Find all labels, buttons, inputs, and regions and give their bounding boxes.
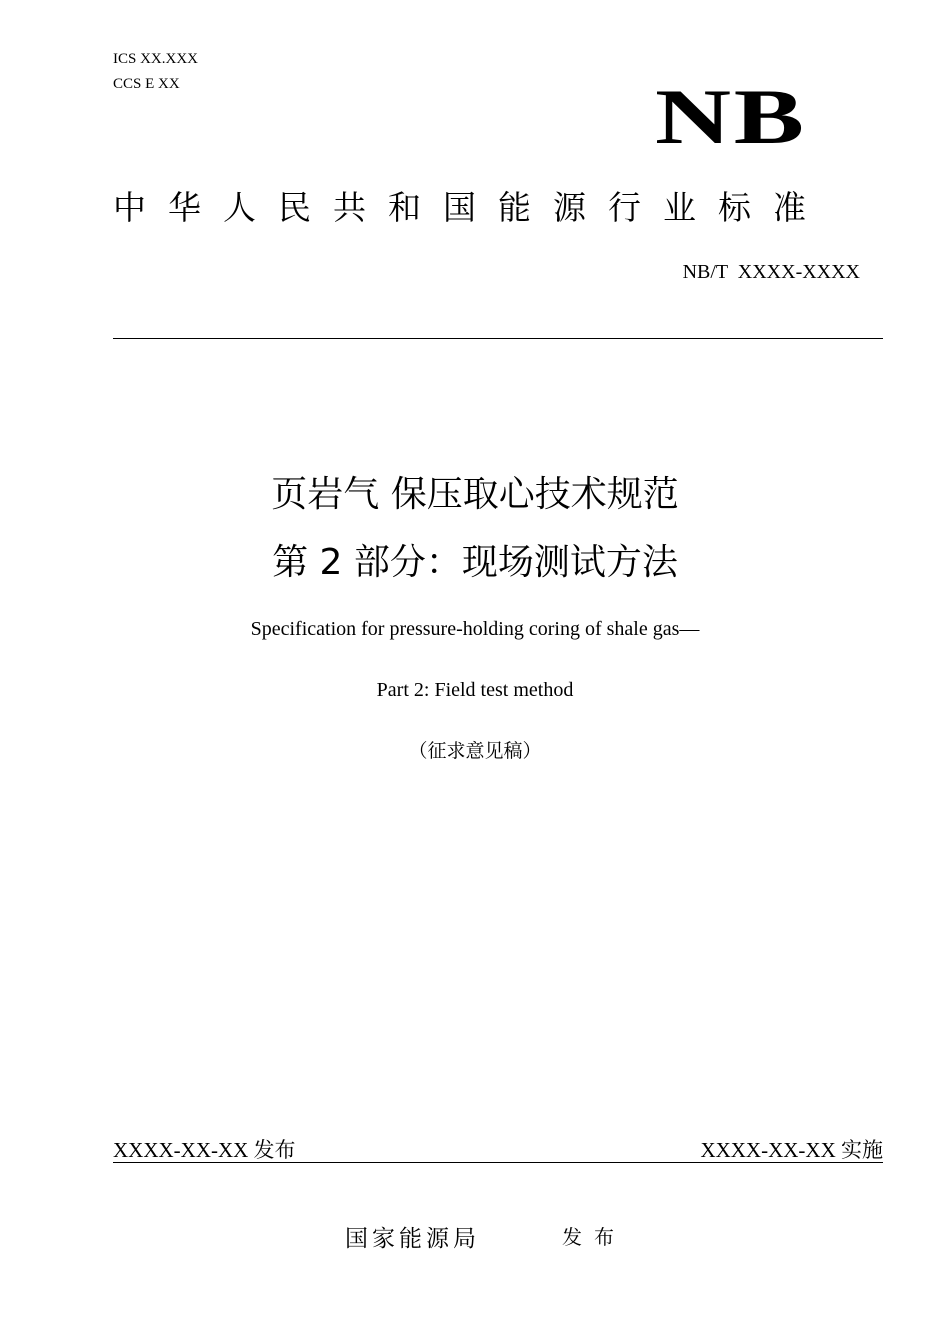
nb-logo: NB: [655, 73, 807, 160]
ics-code: ICS XX.XXX: [113, 51, 199, 67]
standard-type-title: 中华人民共和国能源行业标准: [113, 188, 828, 227]
chinese-title-line2: 第 2 部分：现场测试方法: [272, 542, 678, 583]
header-divider: [113, 338, 883, 339]
english-title-line2: Part 2: Field test method: [376, 679, 574, 701]
standard-code: NB/T XXXX-XXXX: [682, 261, 860, 283]
draft-status: （征求意见稿）: [408, 740, 542, 762]
english-title-line1: Specification for pressure-holding coring of shale gas—: [250, 618, 700, 640]
date-row: [113, 1136, 883, 1164]
effective-date: XXXX-XX-XX 实施: [700, 1138, 883, 1162]
footer-divider: [113, 1162, 883, 1163]
issue-label: 发布: [562, 1225, 626, 1249]
issuing-authority: 国家能源局: [345, 1226, 480, 1252]
publish-date: XXXX-XX-XX 发布: [113, 1138, 296, 1162]
chinese-title-line1: 页岩气 保压取心技术规范: [271, 474, 679, 515]
ccs-code: CCS E XX: [113, 76, 180, 92]
